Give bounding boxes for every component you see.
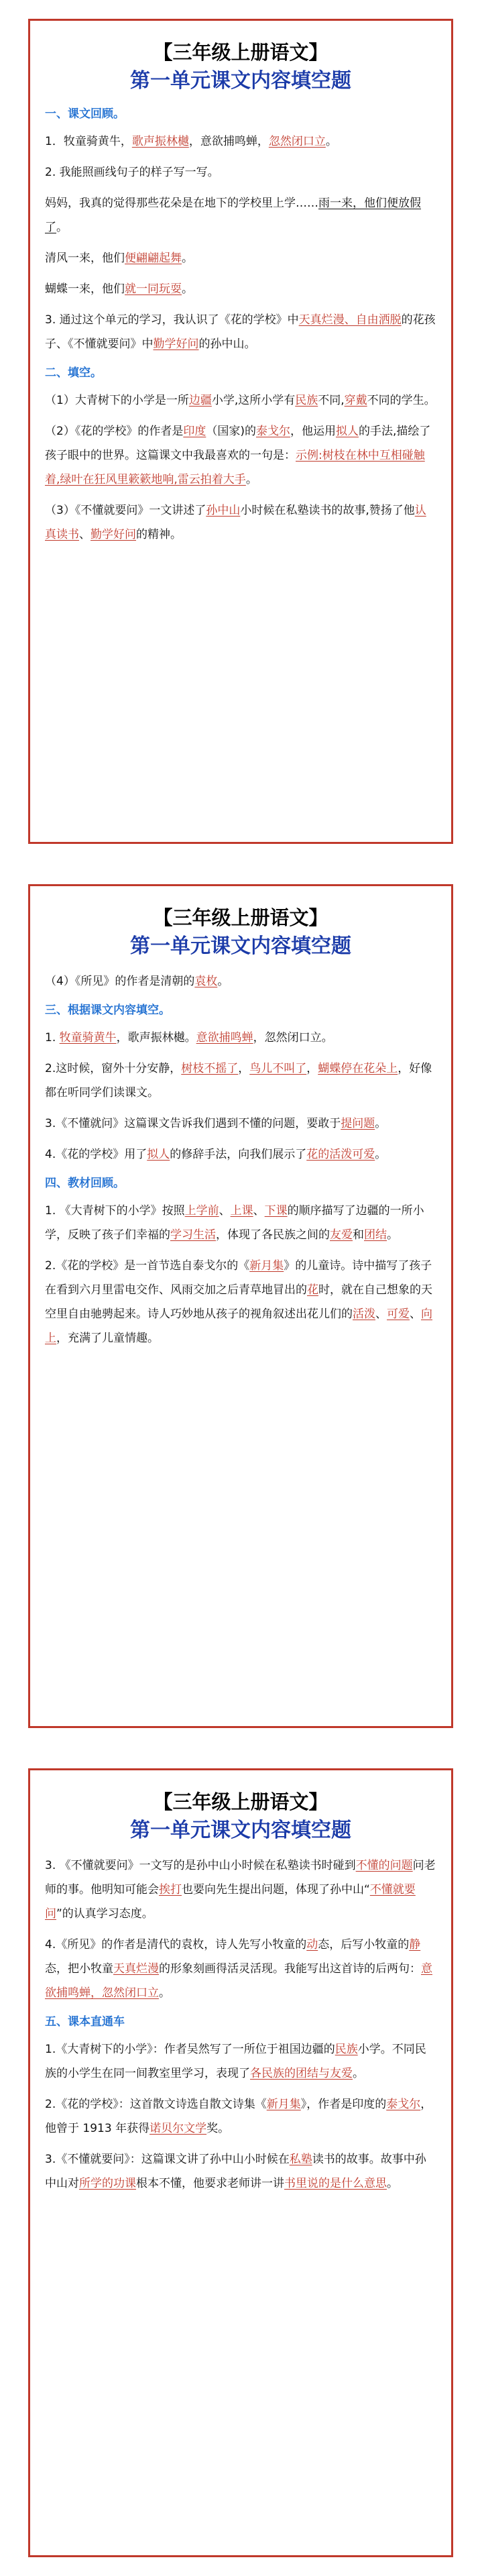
answer: 天真烂漫 [113,1962,159,1976]
page-title-unit: 第一单元课文内容填空题 [130,934,351,958]
textbook-3: 3. 《不懂就要问》一文写的是孙中山小时候在私塾读书时碰到不懂的问题问老师的事。他明知可能会挨打也要向先生提出问题，体现了孙中山“不懂就要问”的认真学习态度。 [45,1859,436,1921]
answer: 示例:树枝在林中互相碰触着,绿叶在狂风里簌簌地响,雷云拍着大手 [45,449,425,486]
imitation-line-2: 蝴蝶一来，他们就一同玩耍。 [45,282,193,296]
worksheet-page-1 [28,19,453,844]
fill-3: （3）《不懂就要问》一文讲述了孙中山小时候在私塾读书的故事,赞扬了他认真读书、勤学好问的精神。 [45,504,426,541]
answer: 拟人 [335,425,359,438]
answer: 拟人 [147,1148,170,1161]
page-title-unit: 第一单元课文内容填空题 [130,69,351,93]
answer: 花 [307,1283,318,1297]
answer: 静 [409,1938,421,1951]
answer: 天真烂漫、自由洒脱 [298,313,402,327]
answer: 歌声振林樾 [131,135,189,148]
answer: 可爱 [387,1307,410,1321]
answer: 意欲捕鸣蝉 [196,1031,253,1044]
textbook-4: 4.《所见》的作者是清代的袁枚，诗人先写小牧童的动态，后写小牧童的静态，把小牧童天真烂漫的形象刻画得活灵活现。我能写出这首诗的后两句：意欲捕鸣蝉，忽然闭口立。 [45,1938,432,2000]
answer: 向上 [45,1307,432,1345]
answer: 蝴蝶停在花朵上 [318,1062,398,1075]
imitation-line-1: 清风一来，他们便翩翩起舞。 [45,252,193,265]
answer: 不懂就要问 [45,1883,416,1921]
recall-4: 4.《花的学校》用了拟人的修辞手法，向我们展示了花的活泼可爱。 [45,1148,387,1161]
answer: 上课 [230,1204,253,1218]
question-3: 3. 通过这个单元的学习，我认识了《花的学校》中天真烂漫、自由洒脱的花孩子、《不懂就要问》中勤学好问的孙中山。 [45,313,436,351]
worksheet-page-3 [28,1768,453,2557]
answer: 挨打 [159,1883,182,1896]
answer: 诺贝尔文学 [149,2122,207,2135]
answer: 新月集 [249,1259,284,1273]
answer: 牧童骑黄牛 [59,1031,117,1044]
answer: 泰戈尔 [255,425,290,438]
answer: 动 [306,1938,318,1951]
answer: 花的活泼可爱 [306,1148,375,1161]
answer: 所学的功课 [79,2177,136,2190]
answer: 忽然闭口立 [268,135,326,148]
answer: 活泼 [353,1307,375,1321]
answer: 学习生活 [170,1228,216,1242]
fill-4: （4）《所见》的作者是清朝的袁枚。 [45,975,229,988]
worksheet-page-2 [28,884,453,1728]
recall-1: 1. 牧童骑黄牛，歌声振林樾。意欲捕鸣蝉，忽然闭口立。 [45,1031,333,1044]
underlined-example: 雨一来，他们便放假了 [45,197,421,234]
recall-2: 2.这时候，窗外十分安静，树枝不摇了，鸟儿不叫了，蝴蝶停在花朵上，好像都在听同学们读课文。 [45,1062,432,1099]
section-heading-textbook: 四、教材回顾。 [45,1177,125,1190]
question-2: 2. 我能照画线句子的样子写一写。 [45,166,219,179]
page-title-grade: 【三年级上册语文】 [153,906,328,929]
express-3: 3.《不懂就要问》：这篇课文讲了孙中山小时候在私塾读书的故事。故事中孙中山对所学的功课根本不懂，他要求老师讲一讲书里说的是什么意思。 [45,2153,426,2190]
fill-1: （1）大青树下的小学是一所边疆小学,这所小学有民族不同,穿戴不同的学生。 [45,394,436,407]
textbook-1: 1. 《大青树下的小学》按照上学前、上课、下课的顺序描写了边疆的一所小学，反映了孩子们幸福的学习生活，体现了各民族之间的友爱和团结。 [45,1204,424,1242]
answer: 各民族的团结与友爱 [250,2067,353,2080]
answer: 下课 [264,1204,288,1218]
answer: 认真读书 [45,504,426,541]
textbook-2: 2.《花的学校》是一首节选自泰戈尔的《新月集》的儿童诗。诗中描写了孩子在看到六月里雷电交作、风雨交加之后青草地冒出的花时，就在自己想象的天空里自由驰骋起来。诗人巧妙地从孩子的视角叙述出花儿们的活泼、可爱、向上，充满了儿童情趣。 [45,1259,432,1345]
answer: 新月集 [266,2098,301,2111]
answer: 泰戈尔 [386,2098,421,2111]
section-heading-text-fill: 三、根据课文内容填空。 [45,1004,170,1017]
answer: 民族 [295,394,318,407]
section-heading-textbook-express: 五、课本直通车 [45,2015,125,2029]
answer: 团结 [364,1228,387,1242]
answer: 便翩翩起舞 [125,252,182,265]
page-title-grade: 【三年级上册语文】 [153,1790,328,1813]
example-sentence: 妈妈，我真的觉得那些花朵是在地下的学校里上学……雨一来，他们便放假了。 [45,197,421,234]
answer: 勤学好问 [91,528,136,541]
answer: 边疆 [188,394,212,407]
page-title-grade: 【三年级上册语文】 [153,41,328,64]
answer: 私塾 [289,2153,312,2166]
page-title-unit: 第一单元课文内容填空题 [130,1819,351,1842]
answer: 勤学好问 [153,337,199,351]
answer: 树枝不摇了 [181,1062,239,1075]
recall-3: 3.《不懂就问》这篇课文告诉我们遇到不懂的问题，要敢于提问题。 [45,1117,387,1130]
answer: 孙中山 [206,504,241,517]
fill-2: （2）《花的学校》的作者是印度（国家)的泰戈尔，他运用拟人的手法,描绘了孩子眼中的世界。这篇课文中我最喜欢的一句是：示例:树枝在林中互相碰触着,绿叶在狂风里簌簌地响,雷云拍着大手。 [45,425,431,486]
answer: 民族 [335,2043,358,2056]
answer: 意欲捕鸣蝉，忽然闭口立 [45,1962,432,2000]
answer: 上学前 [184,1204,219,1218]
answer: 鸟儿不叫了 [249,1062,307,1075]
answer: 袁枚 [194,975,218,988]
answer: 印度 [183,425,206,438]
answer: 书里说的是什么意思 [284,2177,387,2190]
answer: 穿戴 [344,394,367,407]
question-1: 1．牧童骑黄牛，歌声振林樾，意欲捕鸣蝉，忽然闭口立。 [45,135,337,148]
section-heading-fill: 二、填空。 [45,366,102,380]
answer: 友爱 [330,1228,353,1242]
express-2: 2.《花的学校》：这首散文诗选自散文诗集《新月集》，作者是印度的泰戈尔，他曾于 1913 年获得诺贝尔文学奖。 [45,2098,432,2135]
section-heading-review: 一、课文回顾。 [45,107,125,121]
answer: 提问题 [341,1117,375,1130]
answer: 不懂的问题 [355,1859,413,1872]
express-1: 1.《大青树下的小学》：作者吴然写了一所位于祖国边疆的民族小学。不同民族的小学生在同一间教室里学习，表现了各民族的团结与友爱。 [45,2043,426,2080]
answer: 就一同玩耍 [125,282,182,296]
